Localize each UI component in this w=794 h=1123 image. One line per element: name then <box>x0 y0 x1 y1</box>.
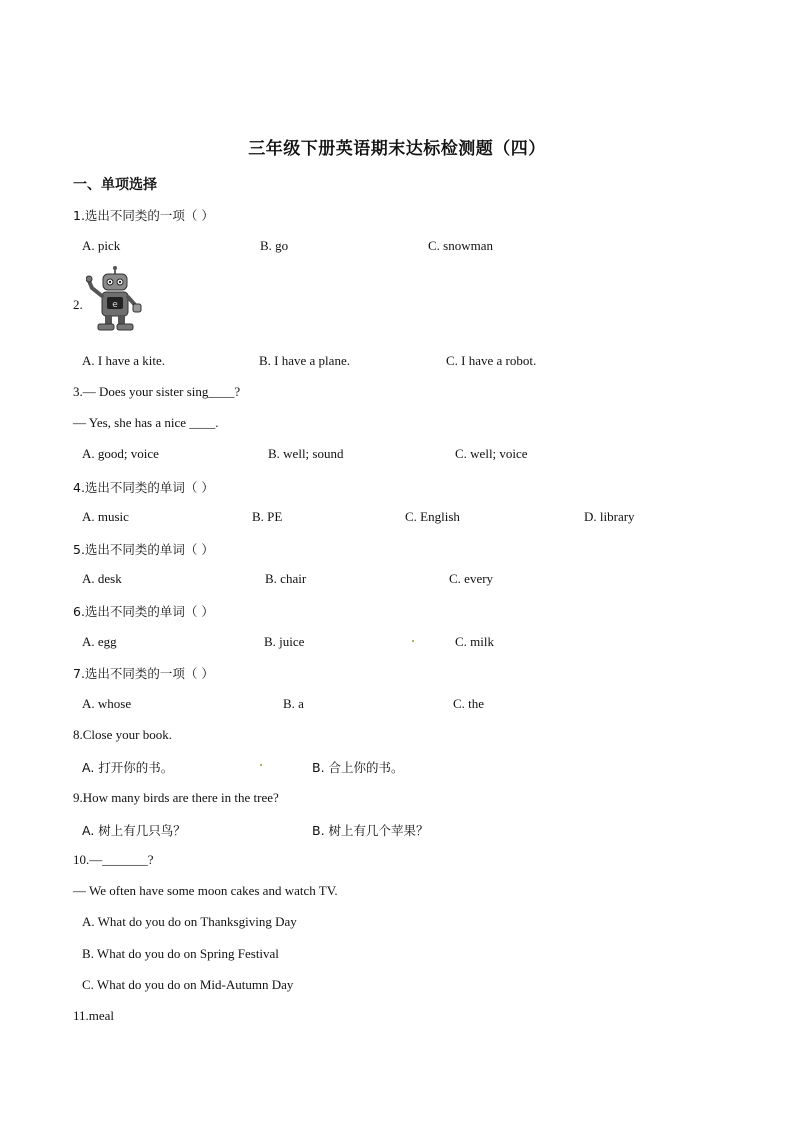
question-5-option-b[interactable]: B. chair <box>265 571 307 586</box>
question-5-option-a[interactable]: A. desk <box>82 571 122 586</box>
question-4-option-c[interactable]: C. English <box>405 509 460 524</box>
question-10-reply: — We often have some moon cakes and watch TV. <box>73 883 338 898</box>
question-4-option-b[interactable]: B. PE <box>252 509 283 524</box>
question-7-option-c[interactable]: C. the <box>453 696 485 711</box>
page-title: 三年级下册英语期末达标检测题（四） <box>248 139 546 159</box>
speck-mark <box>412 640 414 642</box>
question-6-option-c[interactable]: C. milk <box>455 634 495 649</box>
question-10-prompt: 10.—_______? <box>73 852 154 867</box>
svg-text:e: e <box>112 300 118 310</box>
question-6-prompt: 6.选出不同类的单词（ ） <box>73 604 214 619</box>
question-1-option-b[interactable]: B. go <box>260 238 289 253</box>
section-heading: 一、单项选择 <box>73 177 157 193</box>
question-3-prompt: 3.— Does your sister sing____? <box>73 384 241 399</box>
speck-mark <box>260 764 262 766</box>
question-9-option-b[interactable]: B. 树上有几个苹果？ <box>312 823 429 838</box>
question-10-option-b[interactable]: B. What do you do on Spring Festival <box>82 946 279 961</box>
question-10-option-c[interactable]: C. What do you do on Mid-Autumn Day <box>82 977 294 992</box>
question-1-prompt: 1.选出不同类的一项（ ） <box>73 208 214 223</box>
question-4-option-d[interactable]: D. library <box>584 509 635 524</box>
question-3-option-a[interactable]: A. good; voice <box>82 446 159 461</box>
question-1-option-a[interactable]: A. pick <box>82 238 121 253</box>
question-9-option-a[interactable]: A. 树上有几只鸟？ <box>82 823 186 838</box>
question-10-option-a[interactable]: A. What do you do on Thanksgiving Day <box>82 914 297 929</box>
question-5-option-c[interactable]: C. every <box>449 571 494 586</box>
question-7-option-a[interactable]: A. whose <box>82 696 132 711</box>
question-7-option-b[interactable]: B. a <box>283 696 304 711</box>
question-6-option-b[interactable]: B. juice <box>264 634 305 649</box>
question-7-prompt: 7.选出不同类的一项（ ） <box>73 666 214 681</box>
question-6-option-a[interactable]: A. egg <box>82 634 117 649</box>
question-2-option-b[interactable]: B. I have a plane. <box>259 353 350 368</box>
question-8-prompt: 8.Close your book. <box>73 727 172 742</box>
question-9-prompt: 9.How many birds are there in the tree? <box>73 790 279 805</box>
question-4-prompt: 4.选出不同类的单词（ ） <box>73 480 214 495</box>
question-3-option-b[interactable]: B. well; sound <box>268 446 344 461</box>
question-2-number: 2. <box>73 297 83 312</box>
question-11-prompt: 11.meal <box>73 1008 115 1023</box>
question-5-prompt: 5.选出不同类的单词（ ） <box>73 542 214 557</box>
question-1-option-c[interactable]: C. snowman <box>428 238 493 253</box>
question-3-option-c[interactable]: C. well; voice <box>455 446 528 461</box>
question-8-option-a[interactable]: A. 打开你的书。 <box>82 760 174 775</box>
question-2-option-c[interactable]: C. I have a robot. <box>446 353 537 368</box>
robot-icon <box>86 266 144 332</box>
question-3-reply: — Yes, she has a nice ____. <box>73 415 219 430</box>
question-2-option-a[interactable]: A. I have a kite. <box>82 353 166 368</box>
question-4-option-a[interactable]: A. music <box>82 509 129 524</box>
question-8-option-b[interactable]: B. 合上你的书。 <box>312 760 404 775</box>
